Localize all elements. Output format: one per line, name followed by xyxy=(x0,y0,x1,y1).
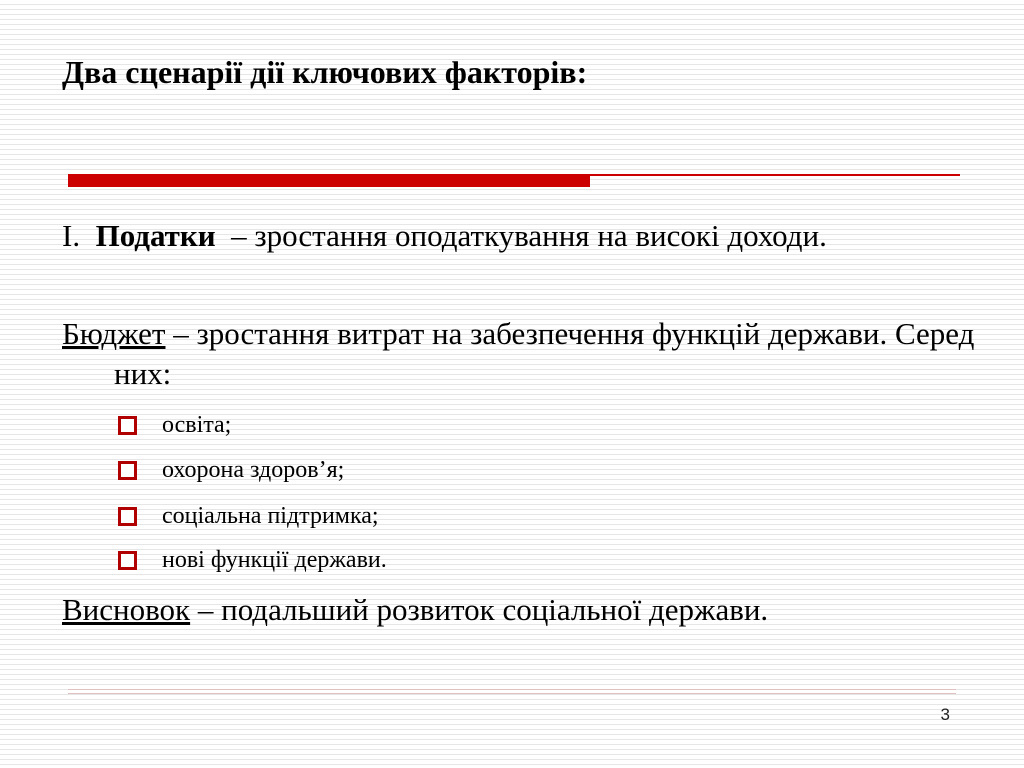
footer-divider xyxy=(68,693,956,694)
conclusion xyxy=(62,590,1014,630)
item-number: I. xyxy=(62,218,81,253)
title-underline-thick xyxy=(68,174,590,187)
bullet-text: нові функції держави. xyxy=(162,546,387,573)
page-number: 3 xyxy=(940,705,950,724)
square-bullet-icon xyxy=(118,461,137,480)
bullet-item xyxy=(118,410,231,440)
square-bullet-icon xyxy=(118,416,137,435)
item-term-budget: Бюджет xyxy=(62,316,166,351)
bullet-item xyxy=(118,501,379,531)
bullet-item xyxy=(118,545,387,575)
square-bullet-icon xyxy=(118,551,137,570)
footer-divider xyxy=(68,689,956,690)
bullet-item xyxy=(118,455,344,485)
bullet-text: охорона здоров’я; xyxy=(162,456,345,483)
item-term-taxes: Податки xyxy=(95,218,216,253)
conclusion-term: Висновок xyxy=(62,592,191,627)
item-taxes xyxy=(62,216,1014,256)
conclusion-text: – подальший розвиток соціальної держави. xyxy=(190,592,769,627)
square-bullet-icon xyxy=(118,507,137,526)
title-underline-thin xyxy=(590,174,960,176)
bullet-text: освіта; xyxy=(162,411,232,438)
item-text-taxes: – зростання оподаткування на високі доходи. xyxy=(223,218,827,253)
bullet-text: соціальна підтримка; xyxy=(162,502,379,529)
slide-title: Два сценарії дії ключових факторів: xyxy=(62,54,588,90)
item-budget xyxy=(62,314,1014,394)
item-text-budget: – зростання витрат на забезпечення функцій держави. Серед них: xyxy=(114,316,975,391)
